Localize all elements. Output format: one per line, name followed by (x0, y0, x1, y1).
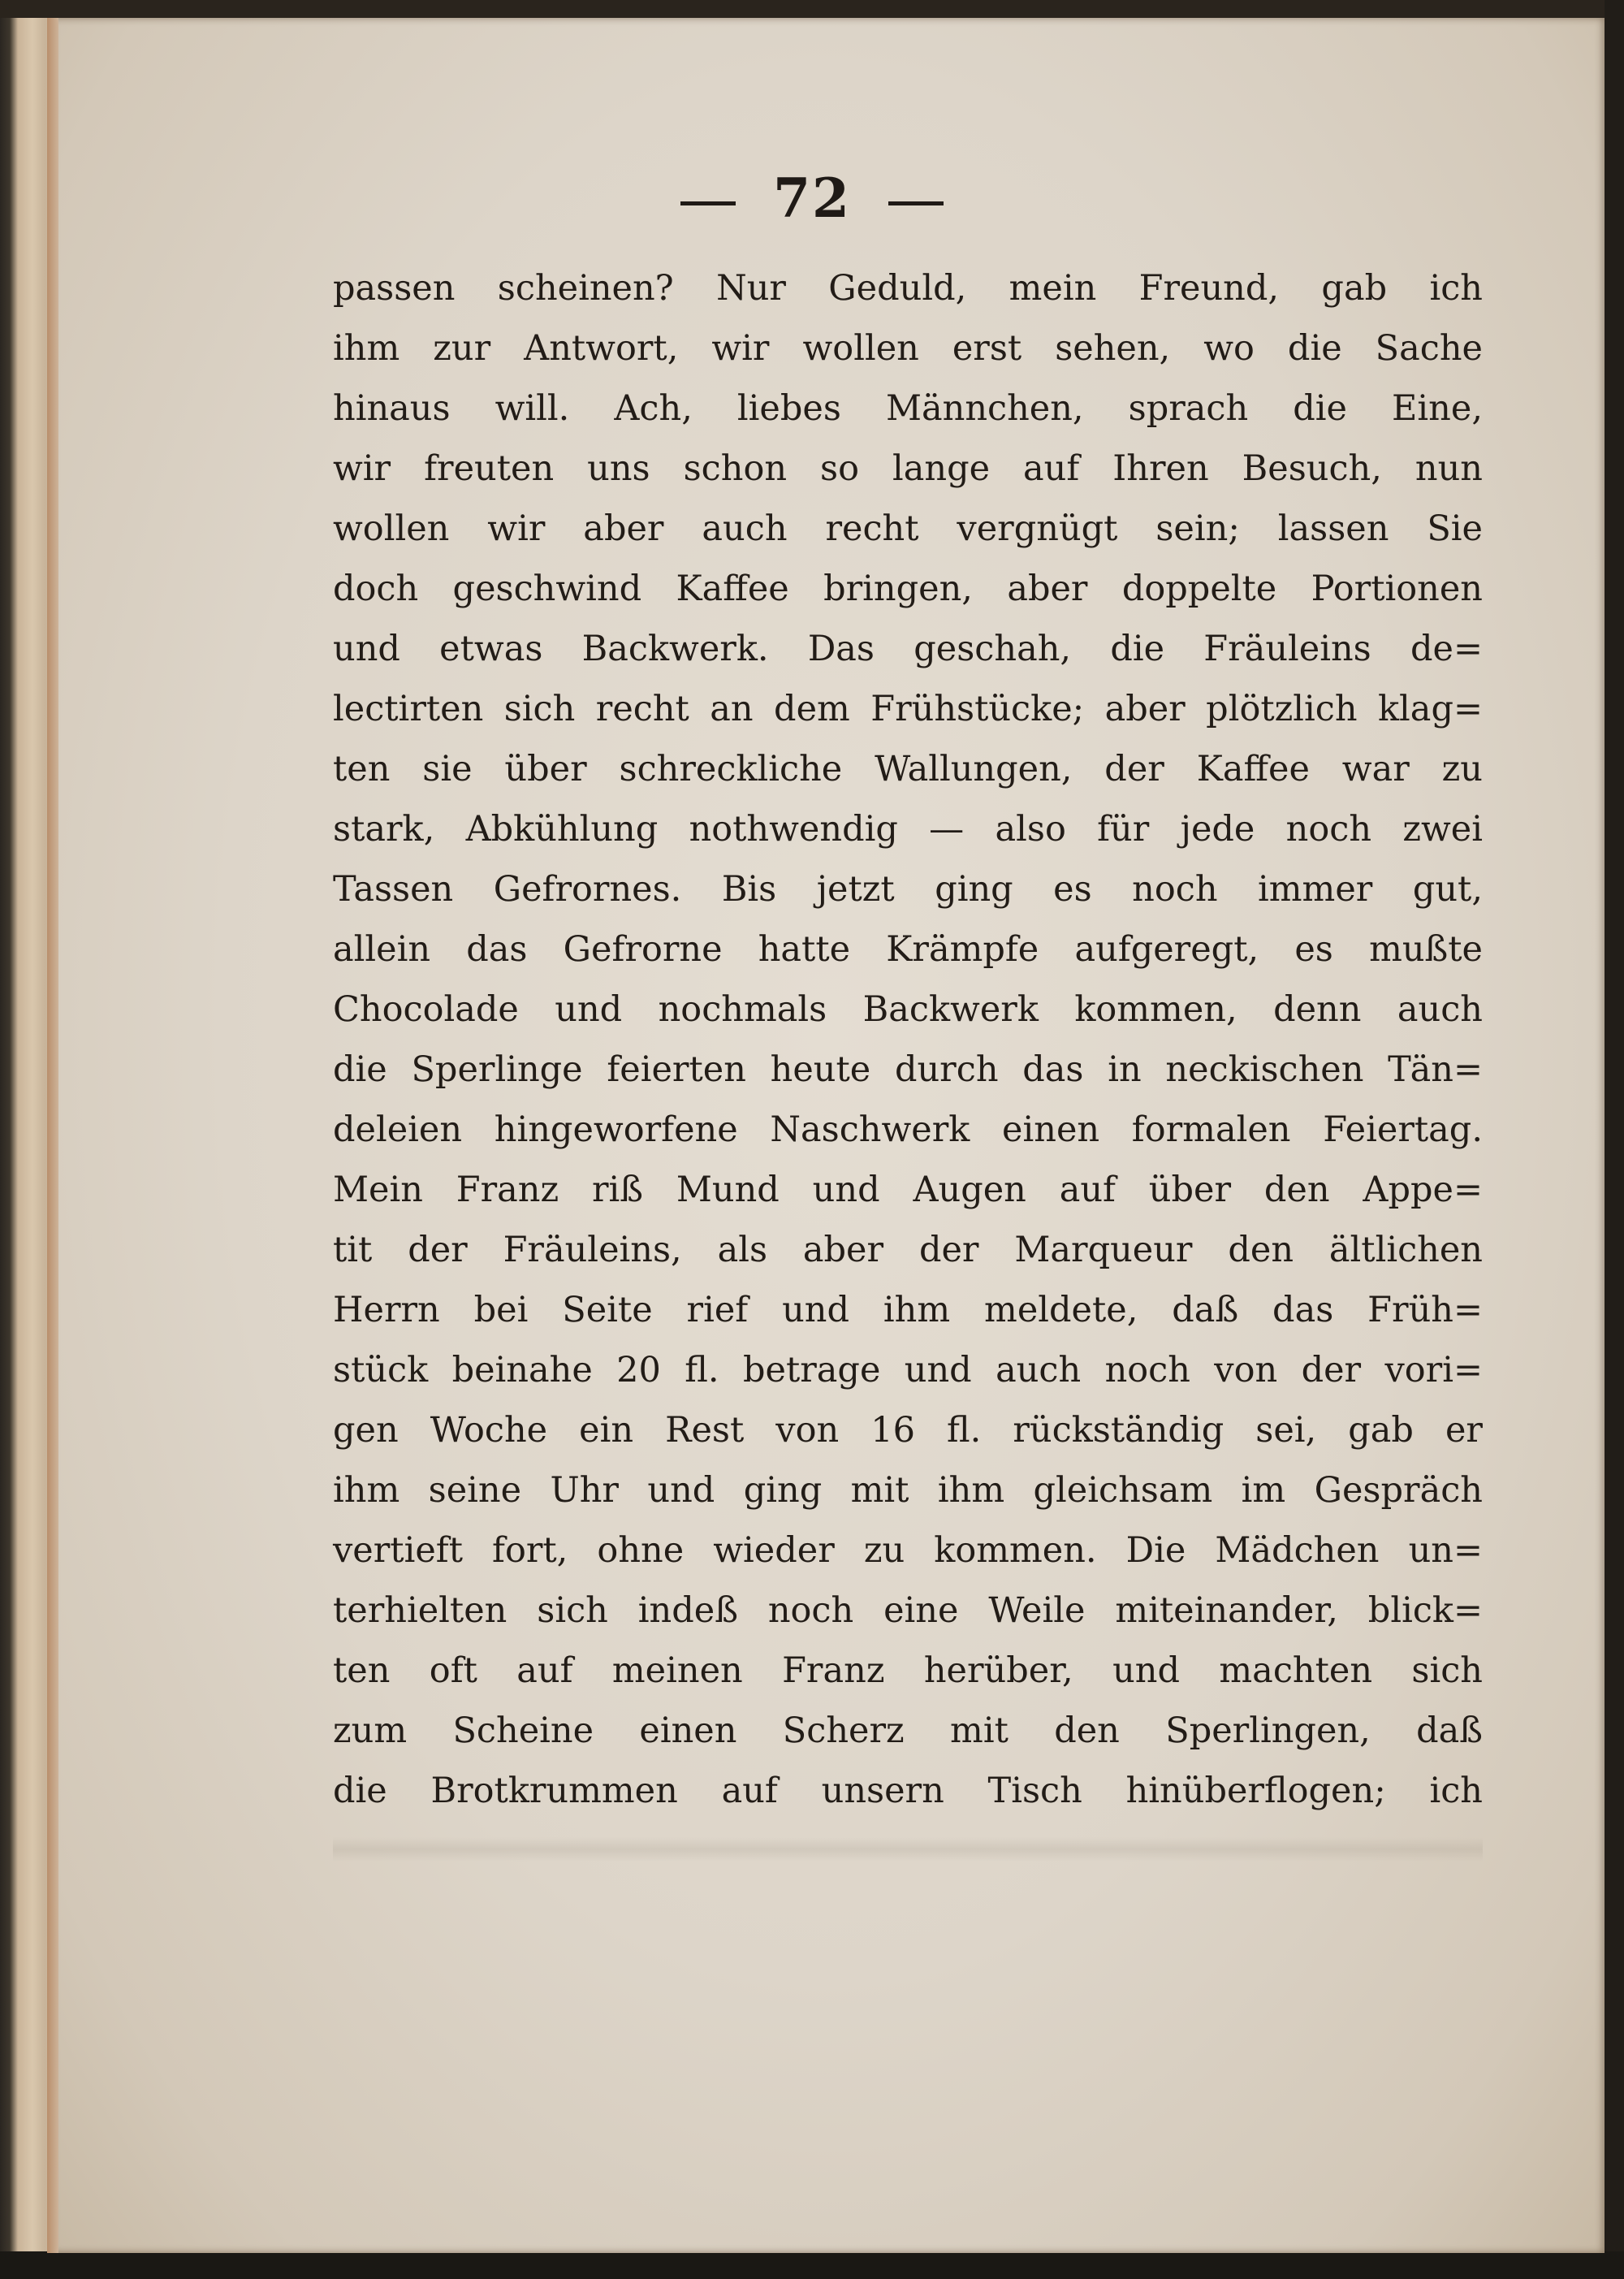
page-header (0, 166, 1624, 230)
text-line: ten oft auf meinen Franz herüber, und machten sich (333, 1650, 1483, 1691)
text-line: und etwas Backwerk. Das geschah, die Fräuleins de= (333, 629, 1483, 669)
text-line: Tassen Gefrornes. Bis jetzt ging es noch immer gut, (333, 869, 1483, 910)
text-line: stück beinahe 20 fl. betrage und auch noch von der vori= (333, 1350, 1483, 1390)
book-cover-top-edge (0, 0, 1624, 18)
text-line: Herrn bei Seite rief und ihm meldete, daß das Früh= (333, 1290, 1483, 1330)
text-line: gen Woche ein Rest von 16 fl. rückständig sei, gab er (333, 1410, 1483, 1451)
text-line: ten sie über schreckliche Wallungen, der Kaffee war zu (333, 749, 1483, 789)
text-line: die Sperlinge feierten heute durch das in neckischen Tän= (333, 1049, 1483, 1090)
text-line: hinaus will. Ach, liebes Männchen, sprach die Eine, (333, 388, 1483, 429)
text-line: allein das Gefrorne hatte Krämpfe aufgeregt, es mußte (333, 929, 1483, 970)
text-line: wollen wir aber auch recht vergnügt sein; lassen Sie (333, 508, 1483, 549)
text-line: ihm zur Antwort, wir wollen erst sehen, wo die Sache (333, 328, 1483, 369)
body-text (333, 258, 1483, 1821)
text-line: terhielten sich indeß noch eine Weile miteinander, blick= (333, 1590, 1483, 1631)
text-line: lectirten sich recht an dem Frühstücke; aber plötzlich klag= (333, 689, 1483, 729)
text-line: deleien hingeworfene Naschwerk einen formalen Feiertag. (333, 1109, 1483, 1150)
text-line: passen scheinen? Nur Geduld, mein Freund, gab ich (333, 268, 1483, 309)
text-line: stark, Abkühlung nothwendig — also für jede noch zwei (333, 809, 1483, 850)
page-number: 72 (773, 166, 851, 230)
text-line: die Brotkrummen auf unsern Tisch hinüberflogen; ich (333, 1771, 1483, 1811)
text-line: Mein Franz riß Mund und Augen auf über den Appe= (333, 1170, 1483, 1210)
text-line: tit der Fräuleins, als aber der Marqueur den ältlichen (333, 1230, 1483, 1270)
text-line: Chocolade und nochmals Backwerk kommen, denn auch (333, 989, 1483, 1030)
header-dash-right (888, 201, 944, 205)
page-gutter-edge (47, 18, 58, 2253)
text-line: doch geschwind Kaffee bringen, aber doppelte Portionen (333, 569, 1483, 609)
text-line: zum Scheine einen Scherz mit den Sperlingen, daß (333, 1710, 1483, 1751)
header-dash-left (680, 201, 736, 205)
book-cover-right-edge (1605, 0, 1624, 2279)
text-line: vertieft fort, ohne wieder zu kommen. Die Mädchen un= (333, 1530, 1483, 1571)
show-through-text (333, 1837, 1483, 1862)
text-line: ihm seine Uhr und ging mit ihm gleichsam im Gespräch (333, 1470, 1483, 1511)
book-cover-bottom-edge (0, 2251, 1624, 2279)
text-line: wir freuten uns schon so lange auf Ihren Besuch, nun (333, 448, 1483, 489)
